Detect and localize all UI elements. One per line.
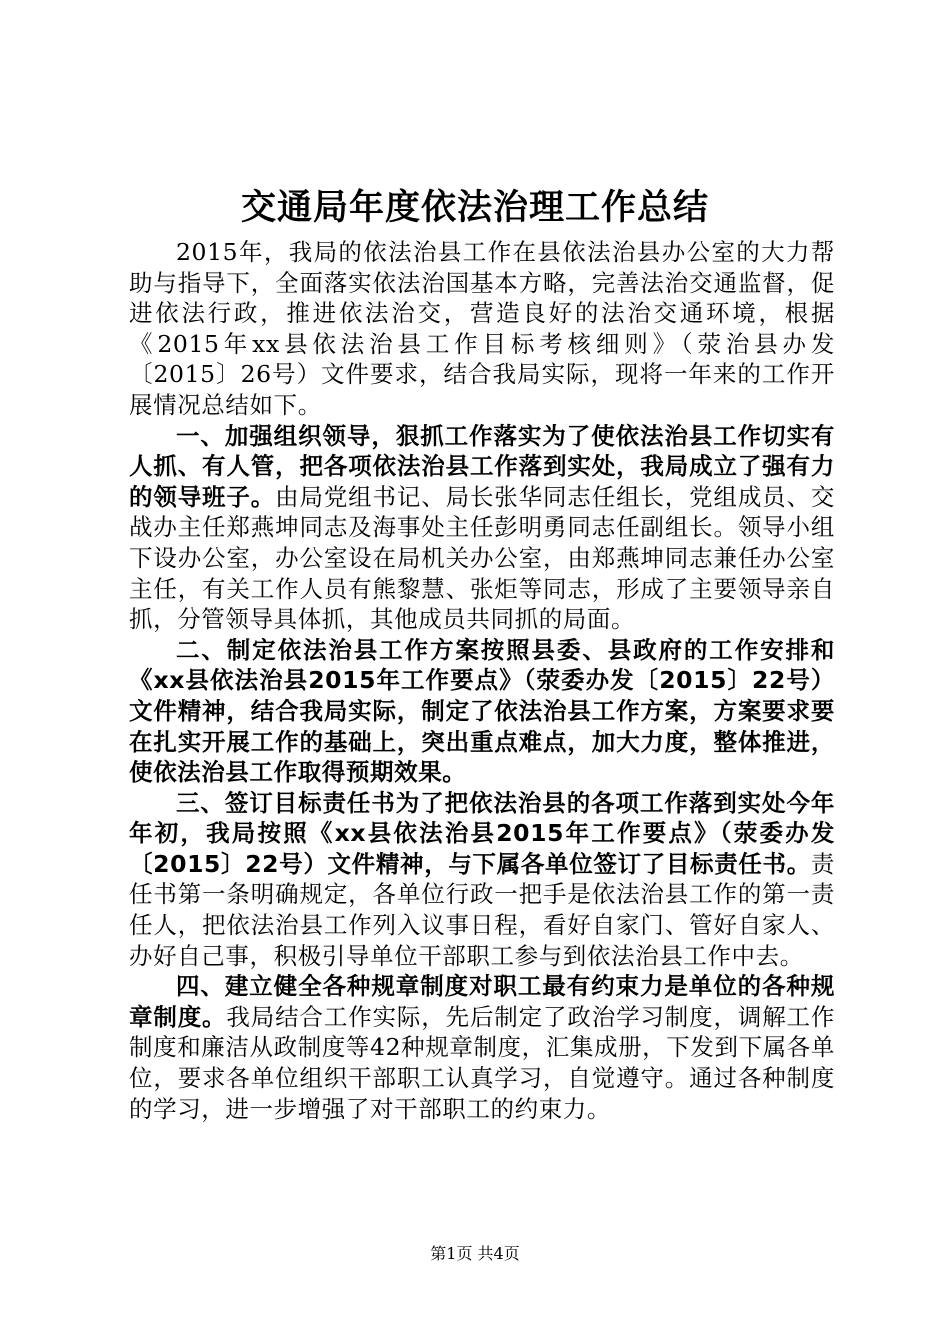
- paragraph-intro: [129, 237, 835, 421]
- paragraph-text: 由局党组书记、局长张华同志任组长，党组成员、交战办主任郑燕坤同志及海事处主任彭明勇同志任副组长。领导小组下设办公室，办公室设在局机关办公室，由郑燕坤同志兼任办公室主任，有关工作人员有熊黎慧、张炬等同志，形成了主要领导亲自抓，分管领导具体抓，其他成员共同抓的局面。: [129, 482, 835, 634]
- paragraph-section-3: [129, 788, 835, 972]
- paragraph-lead: 三、签订目标责任书为了把依法治县的各项工作落到实处今年年初，我局按照《xx县依法治县2015年工作要点》（荥委办发〔2015〕22号）文件精神，与下属各单位签订了目标责任书。: [129, 788, 835, 878]
- paragraph-text: 责任书第一条明确规定，各单位行政一把手是依法治县工作的第一责任人，把依法治县工作列入议事日程，看好自家门、管好自家人、办好自己事，积极引导单位干部职工参与到依法治县工作中去。: [129, 849, 835, 970]
- document-title: 交通局年度依法治理工作总结: [240, 187, 709, 228]
- paragraph-text: 我局结合工作实际，先后制定了政治学习制度，调解工作制度和廉洁从政制度等42种规章制度，汇集成册，下发到下属各单位，要求各单位组织干部职工认真学习，自觉遵守。通过各种制度的学习，进一步增强了对干部职工的约束力。: [129, 1002, 836, 1123]
- paragraph-lead: 一、加强组织领导，狠抓工作落实为了使依法治县工作切实有人抓、有人管，把各项依法治县工作落到实处，我局成立了强有力的领导班子。: [129, 421, 835, 511]
- paragraph-lead: 二、制定依法治县工作方案按照县委、县政府的工作安排和《xx县依法治县2015年工作要点》（荥委办发〔2015〕22号）文件精神，结合我局实际，制定了依法治县工作方案，方案要求要在扎实开展工作的基础上，突出重点难点，加大力度，整体推进，使依法治县工作取得预期效果。: [129, 635, 835, 787]
- paragraph-text: 2015年，我局的依法治县工作在县依法治县办公室的大力帮助与指导下，全面落实依法治国基本方略，完善法治交通监督，促进依法行政，推进依法治交，营造良好的法治交通环境，根据《2015年xx县依法治县工作目标考核细则》（荥治县办发〔2015〕26号）文件要求，结合我局实际，现将一年来的工作开展情况总结如下。: [129, 238, 835, 419]
- paragraph-lead: 四、建立健全各种规章制度对职工最有约束力是单位的各种规章制度。: [129, 972, 835, 1031]
- paragraph-section-4: [129, 971, 835, 1124]
- paragraph-section-2: [129, 635, 835, 788]
- paragraph-section-1: [129, 421, 835, 635]
- page-footer: 第1页 共4页: [430, 1244, 520, 1263]
- document-body: [129, 237, 835, 1124]
